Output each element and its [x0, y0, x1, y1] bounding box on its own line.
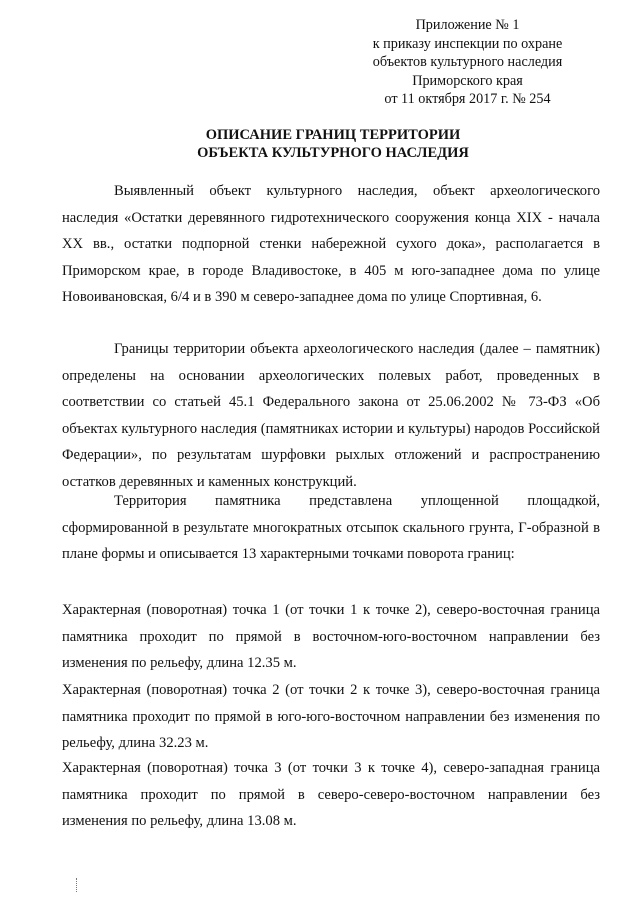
appendix-header: [340, 16, 595, 109]
title-line-2: ОБЪЕКТА КУЛЬТУРНОГО НАСЛЕДИЯ: [197, 145, 469, 161]
appendix-order-ref: к приказу инспекции по охране: [372, 35, 563, 52]
document-title: [60, 126, 606, 162]
paragraph-boundary-basis: Границы территории объекта археологического наследия (далее – памятник) определены на основании археологических полевых работ, проведенных в соответствии со статьей 45.1 Федерального закона от 25.06.2002 № 73-ФЗ «Об объектах культурного наследия (памятниках истории и культуры) народов Российской Федерации», по результатам шурфовки рыхлых отложений и распространению остатков деревянных и каменных конструкций.: [62, 341, 600, 490]
appendix-date-number: от 11 октября 2017 г. № 254: [384, 91, 551, 107]
scan-artifact-mark: [76, 878, 78, 892]
boundary-point-2: Характерная (поворотная) точка 2 (от точки 2 к точке 3), северо-восточная граница памятника проходит по прямой в юго-юго-восточном направлении без изменения по рельефу, длина 32.23 м.: [62, 682, 600, 751]
paragraph-object-location: Выявленный объект культурного наследия, объект археологического наследия «Остатки деревянного гидротехнического сооружения конца XIX - начала XX вв., остатки подпорной стенки набережной сухого дока», располагается в Приморском крае, в городе Владивостоке, в 405 м юго-западнее дома по улице Новоивановская, 6/4 и в 390 м северо-западнее дома по улице Спортивная, 6.: [62, 183, 600, 305]
appendix-agency: объектов культурного наследия: [372, 54, 563, 70]
title-line-1: ОПИСАНИЕ ГРАНИЦ ТЕРРИТОРИИ: [205, 127, 461, 143]
boundary-point-1: Характерная (поворотная) точка 1 (от точки 1 к точке 2), северо-восточная граница памятника проходит по прямой в восточном-юго-восточном направлении без изменения по рельефу, длина 12.35 м.: [62, 602, 600, 671]
paragraph-territory-description: Территория памятника представлена уплощенной площадкой, сформированной в результате многократных отсыпок скального грунта, Г-образной в плане формы и описывается 13 характерными точками поворота границ:: [62, 493, 600, 562]
appendix-number: Приложение № 1: [415, 17, 520, 33]
appendix-region: Приморского края: [412, 72, 523, 89]
boundary-point-3: Характерная (поворотная) точка 3 (от точки 3 к точке 4), северо-западная граница памятника проходит по прямой в северо-северо-восточном направлении без изменения по рельефу, длина 13.08 м.: [62, 760, 600, 829]
